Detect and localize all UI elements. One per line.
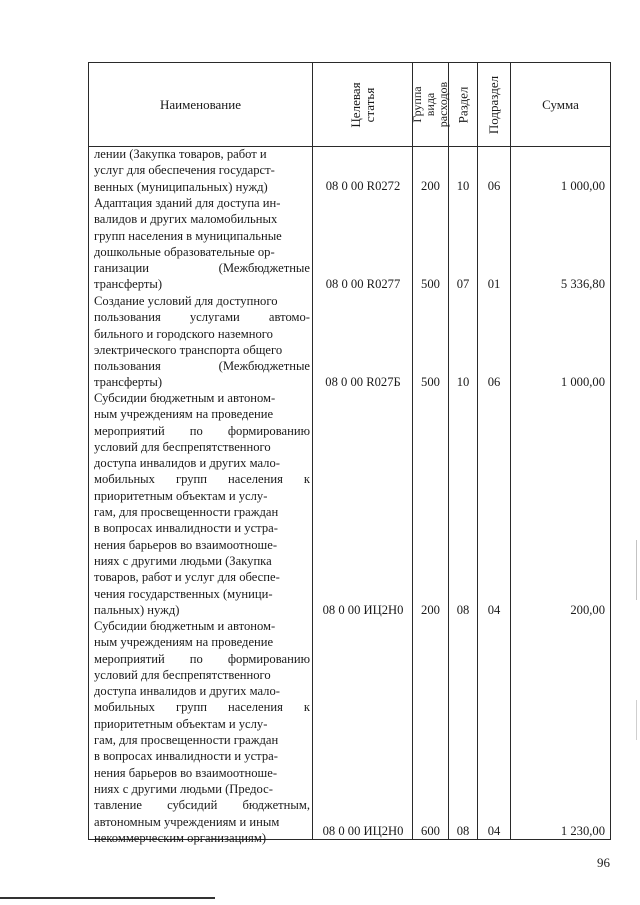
header-section-label: Раздел [455, 86, 470, 123]
row-group: 600 [421, 824, 440, 838]
name-line: услуг для обеспечения государст- [94, 163, 275, 178]
name-line: валидов и других маломобильных [94, 212, 278, 227]
scan-artifact-right-edge [636, 540, 637, 600]
name-line: бильного и городского наземного [94, 326, 273, 341]
row-sum: 5 336,80 [560, 277, 605, 291]
table-row-name [94, 146, 310, 195]
name-line: мероприятий по формированию [94, 423, 310, 438]
header-sum [511, 62, 610, 147]
name-line: приоритетным объектам и услу- [94, 488, 268, 503]
name-line: нения барьеров во взаимоотноше- [94, 537, 278, 552]
row-group: 500 [421, 277, 440, 291]
name-line: гам, для просвещенности граждан [94, 505, 279, 520]
name-line: трансферты) [94, 375, 163, 390]
name-line: Создание условий для доступного [94, 294, 278, 308]
name-line: в вопросах инвалидности и устра- [94, 521, 278, 536]
table-row-name [94, 195, 310, 293]
table-row-name [94, 390, 310, 618]
header-target [313, 62, 412, 147]
name-line: трансферты) [94, 277, 163, 292]
name-line: электрического транспорта общего [94, 342, 283, 357]
name-line: венных (муниципальных) нужд) [94, 179, 268, 194]
row-subsection: 06 [487, 179, 501, 193]
name-line: ганизации (Межбюджетные [94, 261, 310, 276]
row-section: 10 [456, 179, 470, 193]
page-number: 96 [597, 855, 610, 870]
name-line: мероприятий по формированию [94, 651, 310, 666]
name-line: нения барьеров во взаимоотноше- [94, 765, 278, 780]
header-subsection [478, 62, 510, 147]
header-name-label: Наименование [160, 96, 241, 112]
col-divider-name [312, 62, 313, 840]
name-line: дошкольные образовательные ор- [94, 244, 275, 259]
row-code: 08 0 00 R0277 [325, 277, 401, 291]
row-code: 08 0 00 R0272 [325, 179, 401, 193]
name-line: в вопросах инвалидности и устра- [94, 749, 278, 764]
header-subsection-label: Подраздел [486, 75, 502, 134]
row-group: 200 [421, 603, 440, 617]
name-line: гам, для просвещенности граждан [94, 733, 279, 748]
name-line: приоритетным объектам и услу- [94, 716, 268, 731]
name-line: ным учреждениям на проведение [94, 635, 274, 650]
row-sum: 1 230,00 [560, 824, 605, 838]
name-line: Адаптация зданий для доступа ин- [94, 196, 281, 210]
row-subsection: 04 [487, 824, 501, 838]
row-code: 08 0 00 R027Б [325, 375, 401, 389]
name-line: автономным учреждениям и иным [94, 814, 280, 829]
header-sum-label: Сумма [542, 96, 579, 112]
row-subsection: 04 [487, 603, 501, 617]
row-sum: 1 000,00 [560, 179, 605, 193]
row-group: 500 [421, 375, 440, 389]
name-line: мобильных групп населения к [94, 700, 310, 715]
row-sum: 200,00 [570, 603, 605, 617]
row-section: 10 [456, 375, 470, 389]
name-line: тавление субсидий бюджетным, [94, 798, 310, 813]
name-line: пальных) нужд) [94, 602, 180, 617]
table-left-border [88, 62, 89, 840]
scan-artifact-right-edge-lower [636, 700, 637, 740]
header-section [449, 62, 477, 147]
table-right-border [610, 62, 611, 840]
header-group [410, 62, 450, 147]
name-line: доступа инвалидов и других мало- [94, 684, 280, 699]
row-section: 08 [456, 603, 470, 617]
name-line: ниях с другими людьми (Закупка [94, 553, 272, 568]
name-line: ниях с другими людьми (Предос- [94, 781, 273, 796]
table-row-name [94, 293, 310, 391]
name-line: товаров, работ и услуг для обеспе- [94, 570, 280, 585]
name-line: условий для беспрепятственного [94, 439, 271, 454]
name-line: чения государственных (муници- [94, 586, 273, 601]
name-line: Субсидии бюджетным и автоном- [94, 391, 276, 405]
row-section: 08 [456, 824, 470, 838]
row-group: 200 [421, 179, 440, 193]
name-line: групп населения в муниципальные [94, 228, 282, 243]
row-code: 08 0 00 ИЦ2Н0 [322, 824, 404, 838]
col-divider-subsection [510, 62, 511, 840]
name-line: доступа инвалидов и других мало- [94, 456, 280, 471]
name-line: пользования (Межбюджетные [94, 359, 310, 374]
row-code: 08 0 00 ИЦ2Н0 [322, 603, 404, 617]
name-line: пользования услугами автомо- [94, 310, 310, 325]
header-name [89, 62, 312, 147]
header-target-label: Целевая статья [347, 81, 377, 128]
name-line: условий для беспрепятственного [94, 667, 271, 682]
row-sum: 1 000,00 [560, 375, 605, 389]
name-line: Субсидии бюджетным и автоном- [94, 619, 276, 633]
name-line: ным учреждениям на проведение [94, 407, 274, 422]
row-subsection: 01 [487, 277, 501, 291]
table-row-name [94, 618, 310, 846]
row-section: 07 [456, 277, 470, 291]
name-line: мобильных групп населения к [94, 472, 310, 487]
scan-artifact-bottom-line [0, 897, 215, 899]
header-group-label: Группа вида расходов [410, 81, 450, 128]
name-line: лении (Закупка товаров, работ и [94, 147, 267, 161]
name-line: некоммерческим организациям) [94, 830, 267, 845]
row-subsection: 06 [487, 375, 501, 389]
